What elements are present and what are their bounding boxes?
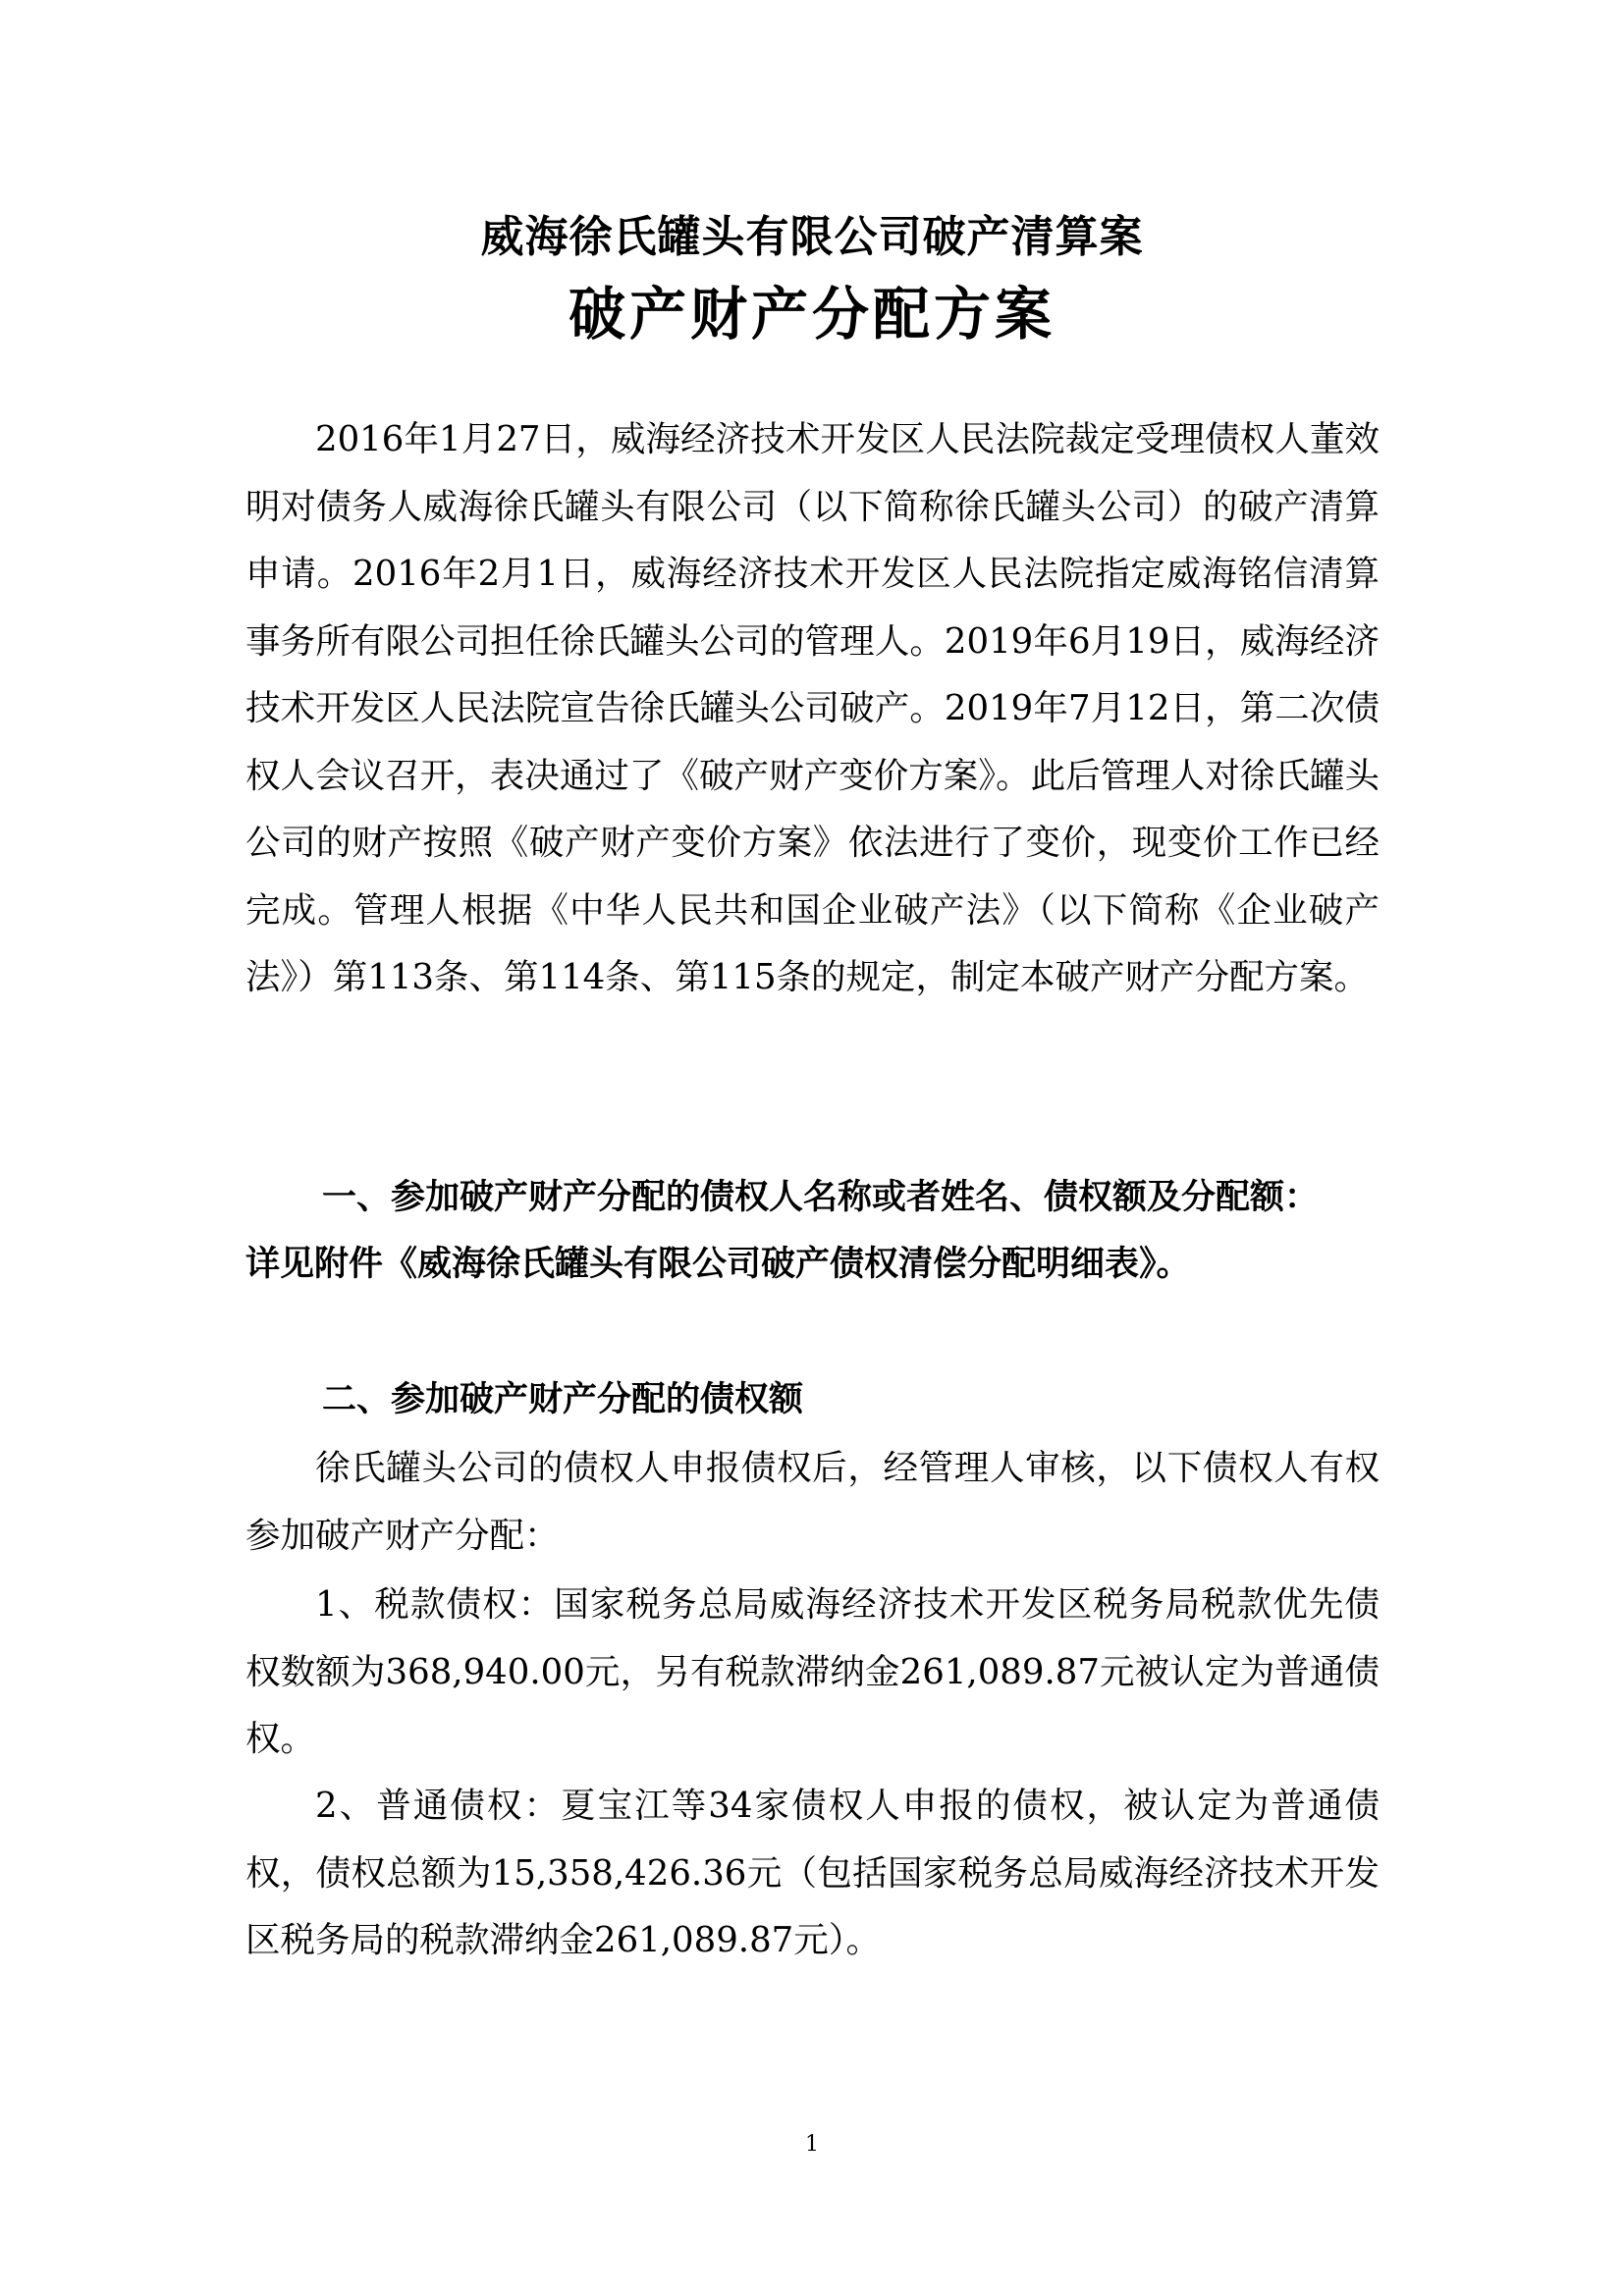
section-2-paragraph-3-block xyxy=(245,1773,1380,1975)
section-1-heading-line-2: 详见附件《威海徐氏罐头有限公司破产债权清偿分配明细表》。 xyxy=(245,1245,1191,1284)
intro-paragraph: 2016年1月27日，威海经济技术开发区人民法院裁定受理债权人董效明对债务人威海徐氏罐头有限公司（以下简称徐氏罐头公司）的破产清算申请。2016年2月1日，威海经济技术开发区人民法院指定威海铭信清算事务所有限公司担任徐氏罐头公司的管理人。2019年6月19日，威海经济技术开发区人民法院宣告徐氏罐头公司破产。2019年7月12日，第二次债权人会议召开，表决通过了《破产财产变价方案》。此后管理人对徐氏罐头公司的财产按照《破产财产变价方案》依法进行了变价，现变价工作已经完成。管理人根据《中华人民共和国企业破产法》（以下简称《企业破产法》）第113条、第114条、第115条的规定，制定本破产财产分配方案。 xyxy=(245,419,1380,997)
section-2-paragraph-2-block xyxy=(245,1572,1380,1774)
section-2-paragraph-1-block xyxy=(245,1435,1380,1570)
document-subtitle: 破产财产分配方案 xyxy=(568,281,1056,347)
general-claim-paragraph: 2、普通债权：夏宝江等34家债权人申报的债权，被认定为普通债权，债权总额为15,358,426.36元（包括国家税务总局威海经济技术开发区税务局的税款滞纳金261,089.87元）。 xyxy=(245,1786,1380,1960)
section-1-heading-line-1: 一、参加破产财产分配的债权人名称或者姓名、债权额及分配额： xyxy=(322,1178,1320,1217)
document-title: 威海徐氏罐头有限公司破产清算案 xyxy=(480,212,1144,262)
section-2-paragraph-1: 徐氏罐头公司的债权人申报债权后，经管理人审核，以下债权人有权参加破产财产分配： xyxy=(245,1448,1380,1556)
section-2-heading: 二、参加破产财产分配的债权额 xyxy=(322,1380,804,1419)
tax-claim-paragraph: 1、税款债权：国家税务总局威海经济技术开发区税务局税款优先债权数额为368,940.00元，另有税款滞纳金261,089.87元被认定为普通债权。 xyxy=(245,1584,1380,1759)
page-number: 1 xyxy=(805,2132,819,2157)
intro-paragraph-block xyxy=(245,406,1380,1012)
section-1-heading xyxy=(245,1164,1384,1298)
